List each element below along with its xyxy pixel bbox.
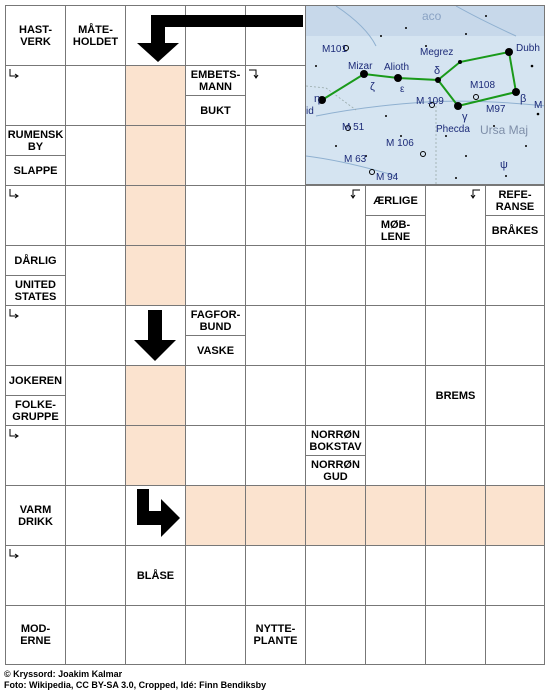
clue-text: MÅTE- HOLDET [72, 23, 119, 48]
answer-cell-highlighted[interactable] [425, 485, 486, 546]
clue-text: NYTTE- PLANTE [253, 623, 298, 647]
answer-cell[interactable] [425, 305, 486, 366]
clue-text: HAST- VERK [19, 23, 52, 48]
answer-cell-highlighted[interactable] [305, 485, 366, 546]
label-m106: M 106 [386, 138, 414, 149]
answer-cell[interactable] [65, 185, 126, 246]
clue-text: MØB- LENE [366, 215, 425, 245]
label-m108: M108 [470, 80, 496, 91]
clue-darlig-united-states [5, 245, 66, 306]
label-m101: M101 [322, 44, 348, 55]
clue-jokeren-folkegruppe [5, 365, 66, 426]
answer-cell[interactable] [65, 65, 126, 126]
arrow-down-icon [133, 310, 177, 362]
label-phecda: Phecda [436, 124, 470, 135]
answer-cell[interactable] [485, 425, 545, 486]
label-delta: δ [434, 65, 441, 77]
clue-text: VARM DRIKK [18, 503, 53, 528]
answer-cell[interactable] [245, 125, 306, 186]
answer-cell[interactable] [65, 545, 126, 606]
answer-cell[interactable] [485, 305, 545, 366]
label-m97: M97 [486, 104, 506, 115]
answer-cell[interactable] [365, 545, 426, 606]
answer-cell[interactable] [245, 185, 306, 246]
answer-cell[interactable] [65, 425, 126, 486]
clue-text: SLAPPE [6, 155, 65, 185]
clue-varm-drikk [5, 485, 66, 546]
clue-text: REFE- RANSE [495, 188, 535, 213]
clue-text: BUKT [186, 95, 245, 125]
hook-arrow-right-icon [8, 68, 20, 80]
answer-cell-highlighted[interactable] [125, 65, 186, 126]
label-m94: M 94 [376, 172, 399, 183]
answer-cell[interactable] [65, 365, 126, 426]
answer-cell[interactable] [185, 125, 246, 186]
clue-text: UNITED STATES [6, 275, 65, 305]
hook-arrow-down-icon [469, 188, 481, 200]
answer-cell[interactable] [185, 605, 246, 665]
answer-cell[interactable] [185, 545, 246, 606]
label-zeta: ζ [370, 81, 375, 93]
answer-cell[interactable] [185, 185, 246, 246]
hook-arrow-right-icon [8, 188, 20, 200]
answer-cell[interactable] [65, 125, 126, 186]
clue-text: EMBETS- MANN [190, 68, 241, 93]
clue-text: NORRØN GUD [306, 455, 365, 485]
clue-blase [125, 545, 186, 606]
label-id: id [306, 106, 314, 117]
answer-cell[interactable] [305, 245, 366, 306]
label-ursa-major: Ursa Maj [480, 123, 529, 137]
hook-arrow-down-icon [248, 68, 260, 80]
answer-cell[interactable] [305, 365, 366, 426]
answer-cell-highlighted[interactable] [125, 185, 186, 246]
answer-cell[interactable] [185, 425, 246, 486]
clue-text: BRÅKES [486, 215, 544, 245]
label-beta: β [520, 93, 527, 105]
clue-matehold [65, 5, 126, 66]
clue-text: MOD- ERNE [20, 623, 51, 647]
answer-cell[interactable] [245, 305, 306, 366]
hook-arrow-down-icon [349, 188, 361, 200]
answer-cell[interactable] [305, 605, 366, 665]
clue-embetsmann-bukt [185, 65, 246, 126]
clue-rumensk-by-slappe [5, 125, 66, 186]
credits [4, 669, 266, 691]
clue-text: ÆRLIGE [373, 194, 418, 207]
label-m109: M 109 [416, 96, 444, 107]
star-chart-photo [305, 5, 545, 185]
answer-cell-highlighted[interactable] [185, 485, 246, 546]
clue-text: RUMENSK BY [7, 128, 64, 153]
label-m51: M 51 [342, 122, 365, 133]
label-mizar: Mizar [348, 61, 373, 72]
answer-cell[interactable] [245, 365, 306, 426]
answer-cell[interactable] [425, 545, 486, 606]
clue-text: JOKEREN [8, 374, 63, 387]
clue-text: BREMS [435, 389, 476, 402]
clue-nytteplante [245, 605, 306, 665]
answer-cell[interactable] [425, 425, 486, 486]
clue-text: VASKE [186, 335, 245, 365]
answer-cell[interactable] [485, 605, 545, 665]
answer-cell-highlighted[interactable] [125, 365, 186, 426]
answer-cell-highlighted[interactable] [125, 245, 186, 306]
clue-norron-bokstav-gud [305, 425, 366, 486]
label-gamma: γ [462, 111, 468, 123]
answer-cell[interactable] [245, 545, 306, 606]
answer-cell[interactable] [65, 245, 126, 306]
answer-cell-highlighted[interactable] [245, 485, 306, 546]
answer-cell[interactable] [365, 365, 426, 426]
clue-text: BLÅSE [136, 569, 175, 582]
clue-text: DÅRLIG [14, 254, 57, 267]
clue-brems [425, 365, 486, 426]
clue-referanse-brakes [485, 185, 545, 246]
answer-cell[interactable] [485, 365, 545, 426]
answer-cell[interactable] [425, 605, 486, 665]
hook-arrow-right-icon [8, 548, 20, 560]
label-epsilon: ε [400, 84, 405, 95]
answer-cell-highlighted[interactable] [125, 425, 186, 486]
answer-cell[interactable] [125, 605, 186, 665]
label-dubhe: Dubh [516, 43, 540, 54]
answer-cell[interactable] [305, 305, 366, 366]
bent-arrow-right-icon [133, 489, 181, 541]
answer-cell[interactable] [485, 245, 545, 306]
clue-hastverk [5, 5, 66, 66]
answer-cell-highlighted[interactable] [125, 125, 186, 186]
clue-text: NORRØN BOKSTAV [309, 428, 362, 453]
answer-cell[interactable] [485, 545, 545, 606]
clue-fagforbund-vaske [185, 305, 246, 366]
credit-crossword: © Kryssord: Joakim Kalmar [4, 669, 123, 679]
answer-cell[interactable] [245, 245, 306, 306]
clue-text: FAGFOR- BUND [190, 308, 241, 333]
crossword-grid [5, 5, 545, 665]
answer-cell[interactable] [365, 605, 426, 665]
label-alioth: Alioth [384, 62, 410, 73]
clue-text: FOLKE- GRUPPE [6, 395, 65, 425]
clue-aerlige-moblene [365, 185, 426, 246]
answer-cell-highlighted[interactable] [485, 485, 545, 546]
answer-cell[interactable] [305, 545, 366, 606]
credit-photo: Foto: Wikipedia, CC BY-SA 3.0, Cropped, Idé: Finn Bendiksby [4, 680, 267, 690]
answer-cell[interactable] [65, 485, 126, 546]
answer-cell[interactable] [185, 365, 246, 426]
label-psi: ψ [500, 159, 508, 171]
bent-arrow-down-icon [133, 9, 305, 63]
answer-cell-highlighted[interactable] [365, 485, 426, 546]
answer-cell[interactable] [245, 425, 306, 486]
label-eta: η [314, 93, 321, 105]
ursa-major-star-map [306, 6, 545, 185]
label-draco: aco [422, 9, 442, 23]
label-m-edge: M [534, 100, 543, 111]
label-m63: M 63 [344, 154, 367, 165]
answer-cell[interactable] [65, 305, 126, 366]
answer-cell[interactable] [65, 605, 126, 665]
clue-moderne [5, 605, 66, 665]
hook-arrow-right-icon [8, 428, 20, 440]
hook-arrow-right-icon [8, 308, 20, 320]
label-megrez: Megrez [420, 47, 454, 58]
answer-cell[interactable] [365, 245, 426, 306]
answer-cell[interactable] [425, 245, 486, 306]
answer-cell[interactable] [185, 245, 246, 306]
answer-cell[interactable] [365, 425, 426, 486]
answer-cell[interactable] [365, 305, 426, 366]
